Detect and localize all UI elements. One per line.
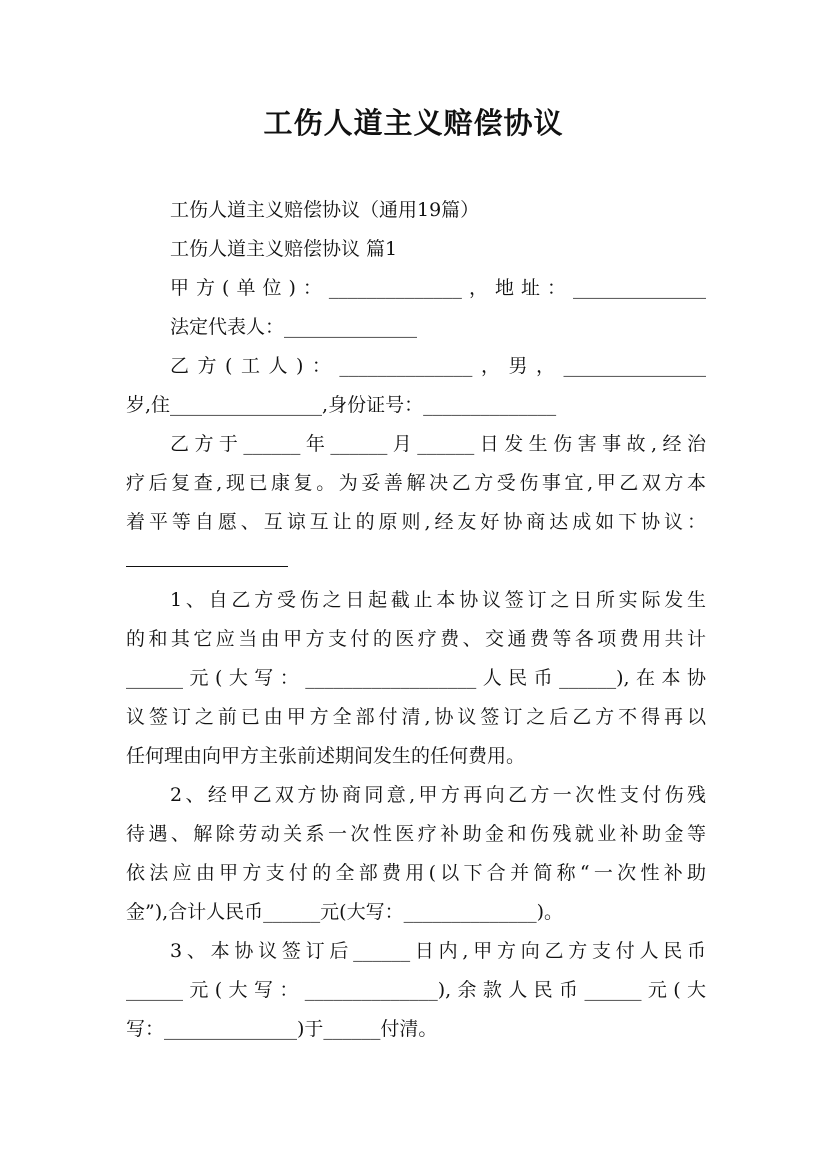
- clause-2-line: 依法应由甲方支付的全部费用(以下合并简称“一次性补助: [126, 862, 706, 884]
- clause-1-line: 议签订之前已由甲方全部付清,协议签订之后乙方不得再以: [126, 706, 706, 728]
- clause-2-line: 金”),合计人民币______元(大写：______________)。: [126, 901, 563, 923]
- clause-2-line: 2、经甲乙双方协商同意,甲方再向乙方一次性支付伤残: [170, 784, 706, 806]
- paragraph-line: 着平等自愿、互谅互让的原则,经友好协商达成如下协议：: [126, 511, 706, 533]
- clause-1-line: 任何理由向甲方主张前述期间发生的任何费用。: [126, 745, 526, 767]
- paragraph-line: 疗后复查,现已康复。为妥善解决乙方受伤事宜,甲乙双方本: [126, 472, 706, 494]
- clause-3-line: 写：______________)于______付清。: [126, 1018, 438, 1040]
- party-a-line: 甲方(单位)：______________，地址：______________: [170, 277, 706, 299]
- party-b-line: 乙方(工人)：______________，男，_______________: [170, 355, 706, 377]
- document-title: 工伤人道主义赔偿协议: [263, 106, 564, 140]
- section-heading: 工伤人道主义赔偿协议 篇1: [170, 238, 398, 260]
- clause-3-line: 3、本协议签订后______日内,甲方向乙方支付人民币: [170, 940, 706, 962]
- clause-1-line: 的和其它应当由甲方支付的医疗费、交通费等各项费用共计: [126, 628, 706, 650]
- underline-blank: [126, 566, 288, 567]
- paragraph-line: 乙方于______年______月______日发生伤害事故,经治: [170, 433, 706, 455]
- clause-1-line: ______元(大写：__________________人民币______),在本协: [126, 667, 706, 689]
- party-b-address-line: 岁,住________________,身份证号：______________: [126, 394, 557, 416]
- clause-2-line: 待遇、解除劳动关系一次性医疗补助金和伤残就业补助金等: [126, 823, 706, 845]
- clause-1-line: 1、自乙方受伤之日起截止本协议签订之日所实际发生: [170, 589, 706, 611]
- legal-rep-line: 法定代表人：______________: [170, 316, 418, 338]
- subtitle-line: 工伤人道主义赔偿协议（通用19篇）: [170, 199, 480, 221]
- clause-3-line: ______元(大写：______________),余款人民币______元(大: [126, 979, 706, 1001]
